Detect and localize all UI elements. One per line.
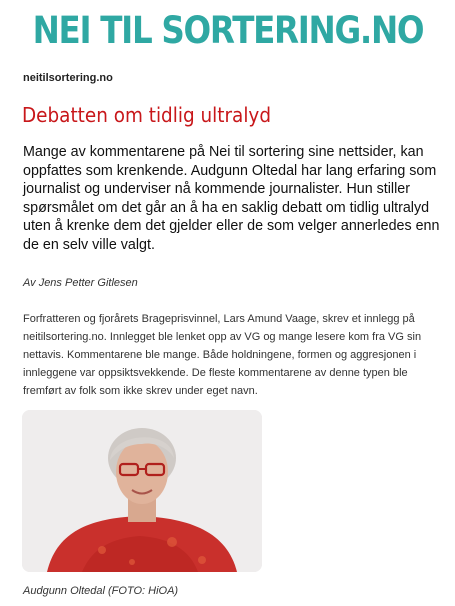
article-title: Debatten om tidlig ultralyd	[22, 103, 272, 127]
masthead	[0, 0, 455, 60]
article-lead: Mange av kommentarene på Nei til sortering sine nettsider, kan oppfattes som krenkende. Audgunn Oltedal har lang erfaring som journalist og underviser nå kommende journalister. Hun stiller spørsmålet om det går an å ha en saklig debatt om tidlig ultralyd uten å krenke dem det gjelder eller de som velger annerledes enn de en selv ville valgt.	[23, 144, 440, 253]
portrait-illustration	[22, 410, 262, 572]
site-logo[interactable]: NEI TIL SORTERING.NO	[32, 8, 423, 52]
photo-caption: Audgunn Oltedal (FOTO: HiOA)	[23, 585, 179, 597]
site-domain[interactable]: neitilsortering.no	[23, 72, 113, 84]
article-byline: Av Jens Petter Gitlesen	[23, 277, 138, 289]
article-photo	[22, 410, 262, 572]
article-body: Forfratteren og fjorårets Brageprisvinnel, Lars Amund Vaage, skrev et innlegg på neitilsortering.no. Innlegget ble lenket opp av VG og mange lesere kom fra VG sin nettavis. Kommentarene ble mange. Både holdningene, formen og aggresjonen i innleggene var oppsiktsvekkende. De fleste kommentarene av denne typen ble fremført av folk som ikke skrev under eget navn.	[23, 313, 422, 397]
